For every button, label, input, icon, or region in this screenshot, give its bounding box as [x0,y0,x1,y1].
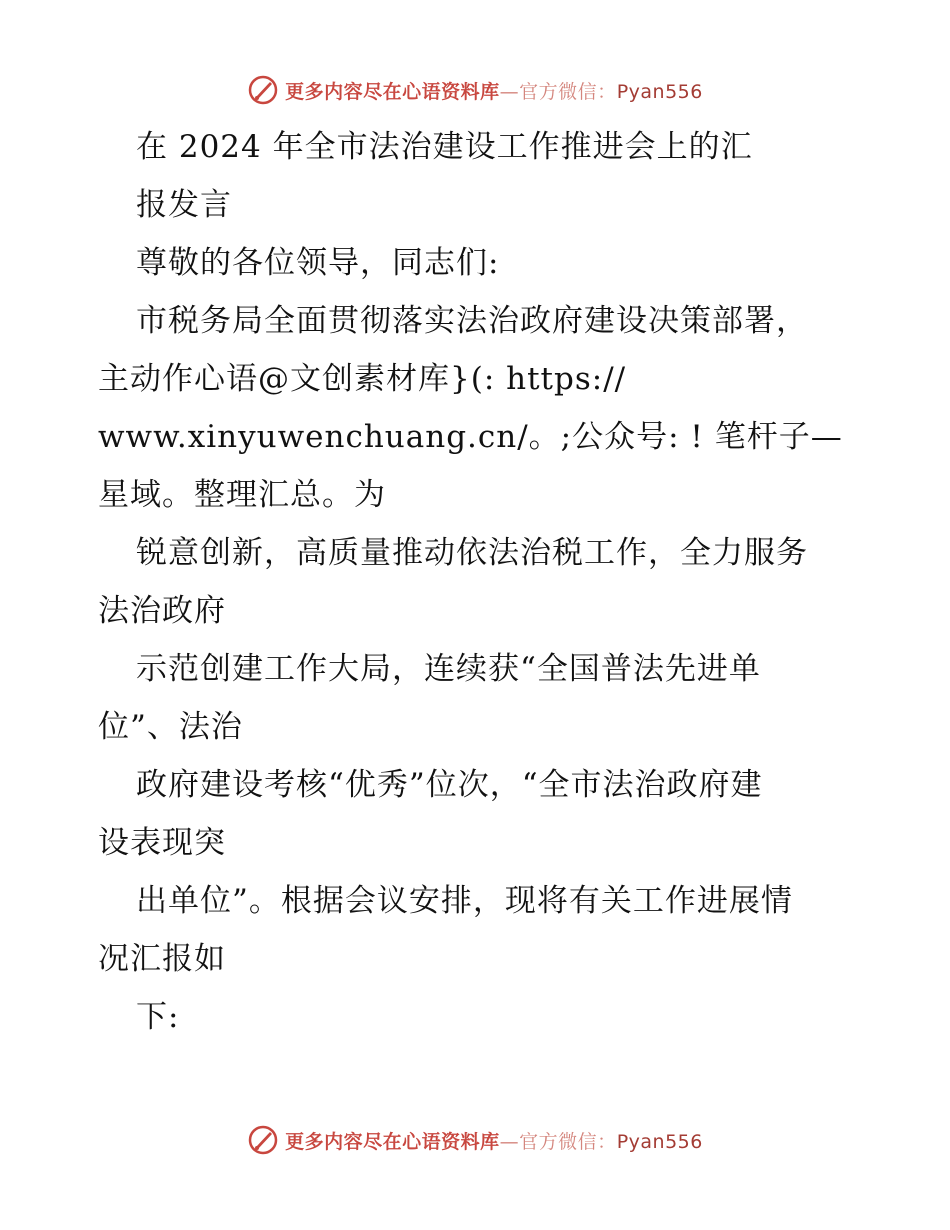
paragraph-line: 下: [136,999,180,1035]
banner-library-text: 更多内容尽在心语资料库 [285,1130,500,1153]
footer-banner [0,1120,950,1160]
paragraph-line: 示范创建工作大局，连续获“全国普法先进单 [136,651,761,687]
paragraph-line: 星域。整理汇总。为 [98,477,386,513]
paragraph-line: 位”、法治 [98,709,243,745]
header-banner [0,70,950,110]
banner-wechat-label: —官方微信： [499,1130,617,1153]
document-body [98,118,858,1046]
document-title-line-1: 在 2024 年全市法治建设工作推进会上的汇 [136,129,753,165]
paragraph-line: 法治政府 [98,593,226,629]
salutation: 尊敬的各位领导，同志们: [136,245,500,281]
document-title-line-2: 报发言 [136,187,232,223]
paragraph-line: 主动作心语@文创素材库}(: https:// [98,361,627,397]
banner-text [285,77,703,104]
banner-wechat-id: Pyan556 [616,1130,703,1153]
paragraph-line: 设表现突 [98,825,226,861]
banner-wechat-label: —官方微信： [499,80,617,103]
paragraph-line: 市税务局全面贯彻落实法治政府建设决策部署， [136,303,808,339]
paragraph-line: www.xinyuwenchuang.cn/。;公众号: ! 笔杆子— [98,419,843,455]
quill-pen-logo-icon [247,1124,279,1156]
paragraph-line: 出单位”。根据会议安排，现将有关工作进展情 [136,883,793,919]
banner-wechat-id: Pyan556 [616,80,703,103]
quill-pen-logo-icon [247,74,279,106]
banner-library-text: 更多内容尽在心语资料库 [285,80,500,103]
banner-text [285,1127,703,1154]
paragraph-line: 锐意创新，高质量推动依法治税工作，全力服务 [136,535,808,571]
paragraph-line: 政府建设考核“优秀”位次，“全市法治政府建 [136,767,763,803]
paragraph-line: 况汇报如 [98,941,226,977]
